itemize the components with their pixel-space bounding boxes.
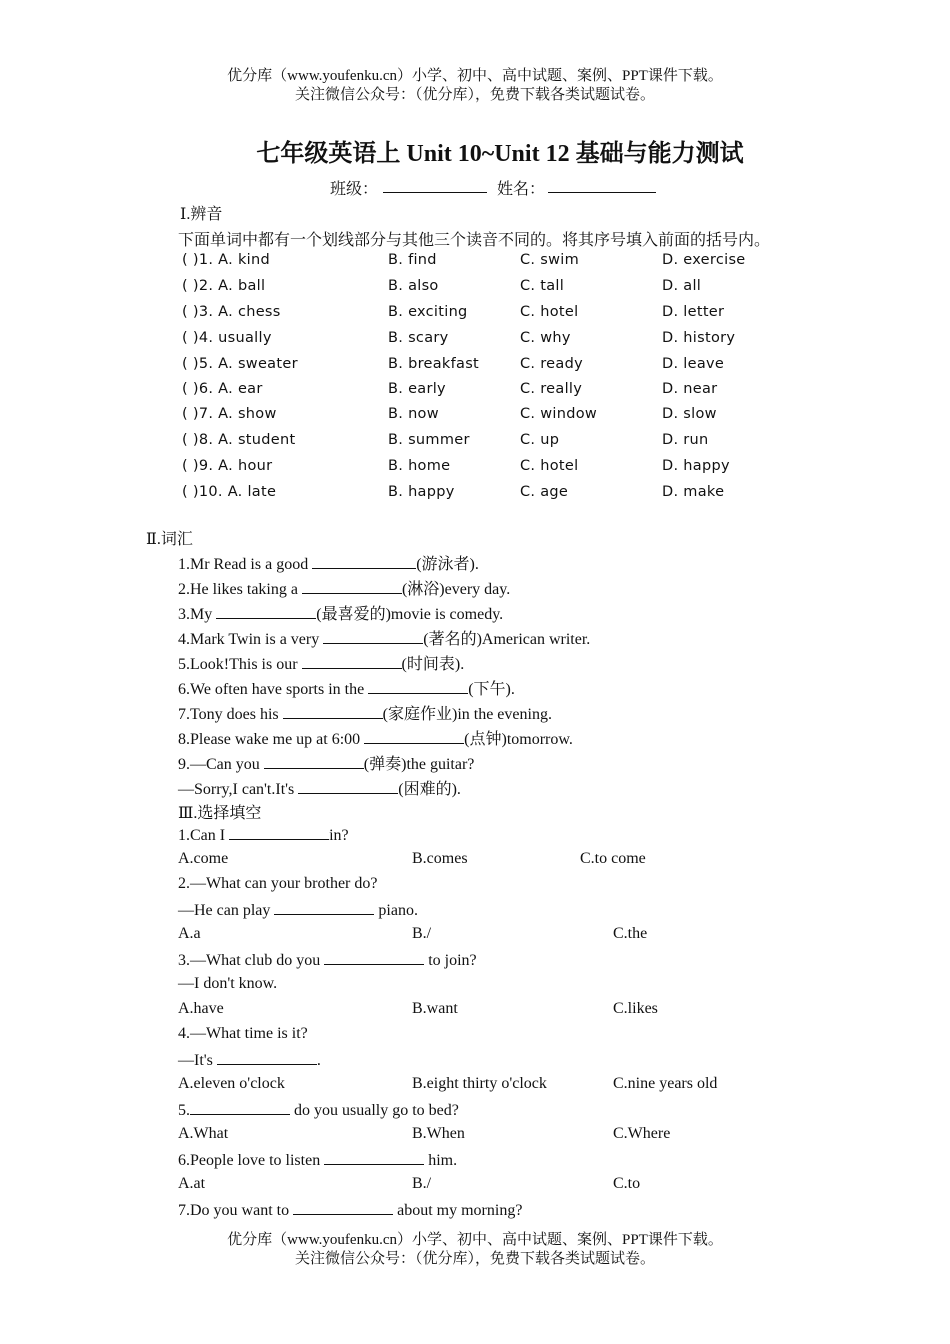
mc-question-7	[178, 1200, 522, 1220]
vocab-item-hint: (游泳者).	[416, 556, 479, 573]
vocab-item-hint: (弹奏)the guitar?	[363, 756, 475, 773]
phonics-row-8-c: C. up	[520, 432, 560, 448]
phonics-row-9-d: D. happy	[662, 458, 730, 474]
phonics-row-9-b: B. home	[388, 458, 451, 474]
vocab-item-hint: (著名的)American writer.	[423, 631, 591, 648]
q4-option-c[interactable]: C.nine years old	[613, 1075, 718, 1092]
q6-option-c[interactable]: C.to	[613, 1175, 641, 1192]
phonics-row-2-a: ( )2. A. ball	[182, 278, 266, 294]
q2-option-a[interactable]: A.a	[178, 925, 201, 942]
phonics-row-9-a: ( )9. A. hour	[182, 458, 273, 474]
vocab-item-text: 3.My	[178, 606, 217, 623]
vocab-item-text: 1.Mr Read is a good	[178, 556, 313, 573]
mc-question-3	[178, 950, 477, 970]
q2-option-c[interactable]: C.the	[613, 925, 648, 942]
vocab-item-text: 7.Tony does his	[178, 706, 283, 723]
q1-option-b[interactable]: B.comes	[412, 850, 468, 867]
section2-heading: Ⅱ.词汇	[146, 531, 193, 548]
answer-blank[interactable]	[274, 900, 374, 915]
phonics-row-8-d: D. run	[662, 432, 709, 448]
footer-line-2: 关注微信公众号：（优分库），免费下载各类试题试卷。	[294, 1251, 655, 1267]
q4-option-a[interactable]: A.eleven o'clock	[178, 1075, 285, 1092]
phonics-row-2-c: C. tall	[520, 278, 565, 294]
mc-question-5	[178, 1100, 459, 1120]
question-text-end: him.	[424, 1152, 458, 1169]
phonics-row-10-b: B. happy	[388, 484, 455, 500]
vocab-item-text: 5.Look!This is our	[178, 656, 302, 673]
phonics-row-2-b: B. also	[388, 278, 439, 294]
phonics-row-10-d: D. make	[662, 484, 725, 500]
phonics-row-3-a: ( )3. A. chess	[182, 304, 281, 320]
question-text: 7.Do you want to	[178, 1202, 294, 1219]
question-text-end: piano.	[374, 902, 418, 919]
q3-option-a[interactable]: A.have	[178, 1000, 224, 1017]
class-label: 班级：	[330, 181, 379, 198]
vocab-item-hint: (淋浴)every day.	[401, 581, 511, 598]
question-text: 1.Can I	[178, 827, 230, 844]
section3-heading: Ⅲ.选择填空	[178, 805, 262, 822]
vocab-item-2	[178, 576, 510, 599]
answer-blank[interactable]	[217, 1050, 317, 1065]
q1-option-c[interactable]: C.to come	[580, 850, 646, 867]
phonics-row-3-c: C. hotel	[520, 304, 579, 320]
vocab-item-hint: (困难的).	[398, 781, 461, 798]
answer-blank[interactable]	[293, 1200, 393, 1215]
vocab-blank[interactable]	[298, 779, 398, 794]
vocab-item-9	[178, 751, 474, 774]
vocab-blank[interactable]	[216, 604, 316, 619]
vocab-item-7	[178, 701, 552, 724]
name-label: 姓名：	[497, 181, 546, 198]
phonics-row-1-d: D. exercise	[662, 252, 746, 268]
vocab-item-5	[178, 651, 464, 674]
answer-blank[interactable]	[190, 1100, 290, 1115]
vocab-item-text: 2.He likes taking a	[178, 581, 302, 598]
vocab-item-hint: (家庭作业)in the evening.	[382, 706, 552, 723]
vocab-item-text: 4.Mark Twin is a very	[178, 631, 324, 648]
vocab-item-hint: (最喜爱的)movie is comedy.	[316, 606, 504, 623]
question-text: 3.—What club do you	[178, 952, 325, 969]
q3-option-c[interactable]: C.likes	[613, 1000, 658, 1017]
question-text-end: in?	[329, 827, 349, 844]
phonics-row-1-a: ( )1. A. kind	[182, 252, 270, 268]
answer-blank[interactable]	[229, 825, 329, 840]
q5-option-c[interactable]: C.Where	[613, 1125, 671, 1142]
phonics-row-4-c: C. why	[520, 330, 571, 346]
header-line-1: 优分库（www.youfenku.cn）小学、初中、高中试题、案例、PPT课件下载。	[227, 68, 723, 84]
footer-line-1: 优分库（www.youfenku.cn）小学、初中、高中试题、案例、PPT课件下载。	[227, 1232, 723, 1248]
phonics-row-8-b: B. summer	[388, 432, 470, 448]
phonics-row-5-c: C. ready	[520, 356, 583, 372]
question-text-end: to join?	[424, 952, 477, 969]
phonics-row-1-c: C. swim	[520, 252, 580, 268]
phonics-row-7-d: D. slow	[662, 406, 717, 422]
vocab-blank[interactable]	[264, 754, 364, 769]
phonics-row-6-d: D. near	[662, 381, 718, 397]
vocab-blank[interactable]	[283, 704, 383, 719]
vocab-blank[interactable]	[323, 629, 423, 644]
vocab-item-text: 6.We often have sports in the	[178, 681, 369, 698]
mc-question-4-line2	[178, 1050, 321, 1070]
question-text-end: do you usually go to bed?	[290, 1102, 459, 1119]
vocab-item-9-reply	[178, 776, 461, 799]
question-text: —He can play	[178, 902, 275, 919]
phonics-row-1-b: B. find	[388, 252, 437, 268]
q6-option-a[interactable]: A.at	[178, 1175, 206, 1192]
section1-heading: Ⅰ.辨音	[180, 206, 223, 223]
phonics-row-10-c: C. age	[520, 484, 569, 500]
mc-question-4: 4.—What time is it?	[178, 1025, 308, 1042]
mc-question-3-line2: —I don't know.	[178, 975, 278, 992]
q1-option-a[interactable]: A.come	[178, 850, 229, 867]
phonics-row-4-a: ( )4. usually	[182, 330, 272, 346]
vocab-item-text: 8.Please wake me up at 6:00	[178, 731, 365, 748]
class-blank[interactable]	[383, 178, 487, 193]
q3-option-b[interactable]: B.want	[412, 1000, 458, 1017]
vocab-blank[interactable]	[302, 654, 402, 669]
answer-blank[interactable]	[324, 950, 424, 965]
mc-question-6	[178, 1150, 457, 1170]
phonics-row-4-b: B. scary	[388, 330, 449, 346]
phonics-row-7-c: C. window	[520, 406, 598, 422]
question-text: 6.People love to listen	[178, 1152, 325, 1169]
answer-blank[interactable]	[324, 1150, 424, 1165]
vocab-item-text: 9.—Can you	[178, 756, 264, 773]
vocab-item-hint: (点钟)tomorrow.	[464, 731, 573, 748]
mc-question-2-line2	[178, 900, 418, 920]
phonics-row-9-c: C. hotel	[520, 458, 579, 474]
phonics-row-2-d: D. all	[662, 278, 702, 294]
mc-question-1	[178, 825, 349, 845]
q4-option-b[interactable]: B.eight thirty o'clock	[412, 1075, 547, 1092]
phonics-row-10-a: ( )10. A. late	[182, 484, 277, 500]
question-text-end: about my morning?	[393, 1202, 523, 1219]
phonics-row-6-a: ( )6. A. ear	[182, 381, 263, 397]
q5-option-a[interactable]: A.What	[178, 1125, 229, 1142]
phonics-row-5-b: B. breakfast	[388, 356, 480, 372]
phonics-row-7-b: B. now	[388, 406, 439, 422]
vocab-blank[interactable]	[364, 729, 464, 744]
vocab-item-hint: (下午).	[468, 681, 515, 698]
vocab-item-6	[178, 676, 515, 699]
phonics-row-8-a: ( )8. A. student	[182, 432, 296, 448]
vocab-item-1	[178, 551, 479, 574]
q5-option-b[interactable]: B.When	[412, 1125, 465, 1142]
vocab-item-4	[178, 626, 590, 649]
vocab-blank[interactable]	[368, 679, 468, 694]
vocab-item-hint: (时间表).	[401, 656, 465, 673]
header-line-2: 关注微信公众号：（优分库），免费下载各类试题试卷。	[294, 87, 655, 103]
question-text: —It's	[178, 1052, 217, 1069]
question-text: 5.	[178, 1102, 190, 1119]
vocab-blank[interactable]	[302, 579, 402, 594]
vocab-blank[interactable]	[312, 554, 416, 569]
mc-question-2: 2.—What can your brother do?	[178, 875, 378, 892]
page-title: 七年级英语上 Unit 10~Unit 12 基础与能力测试	[256, 141, 744, 167]
q6-option-b[interactable]: B./	[412, 1175, 432, 1192]
phonics-row-5-a: ( )5. A. sweater	[182, 356, 298, 372]
vocab-item-3	[178, 601, 503, 624]
phonics-row-3-b: B. exciting	[388, 304, 468, 320]
question-text-end: .	[316, 1052, 321, 1069]
phonics-row-5-d: D. leave	[662, 356, 725, 372]
section1-instruction: 下面单词中都有一个划线部分与其他三个读音不同的。将其序号填入前面的括号内。	[178, 232, 771, 249]
phonics-row-4-d: D. history	[662, 330, 736, 346]
q2-option-b[interactable]: B./	[412, 925, 432, 942]
name-blank[interactable]	[548, 178, 656, 193]
phonics-row-7-a: ( )7. A. show	[182, 406, 277, 422]
vocab-item-8	[178, 726, 573, 749]
phonics-row-3-d: D. letter	[662, 304, 725, 320]
phonics-row-6-b: B. early	[388, 381, 446, 397]
phonics-row-6-c: C. really	[520, 381, 583, 397]
vocab-item-text: —Sorry,I can't.It's	[178, 781, 299, 798]
